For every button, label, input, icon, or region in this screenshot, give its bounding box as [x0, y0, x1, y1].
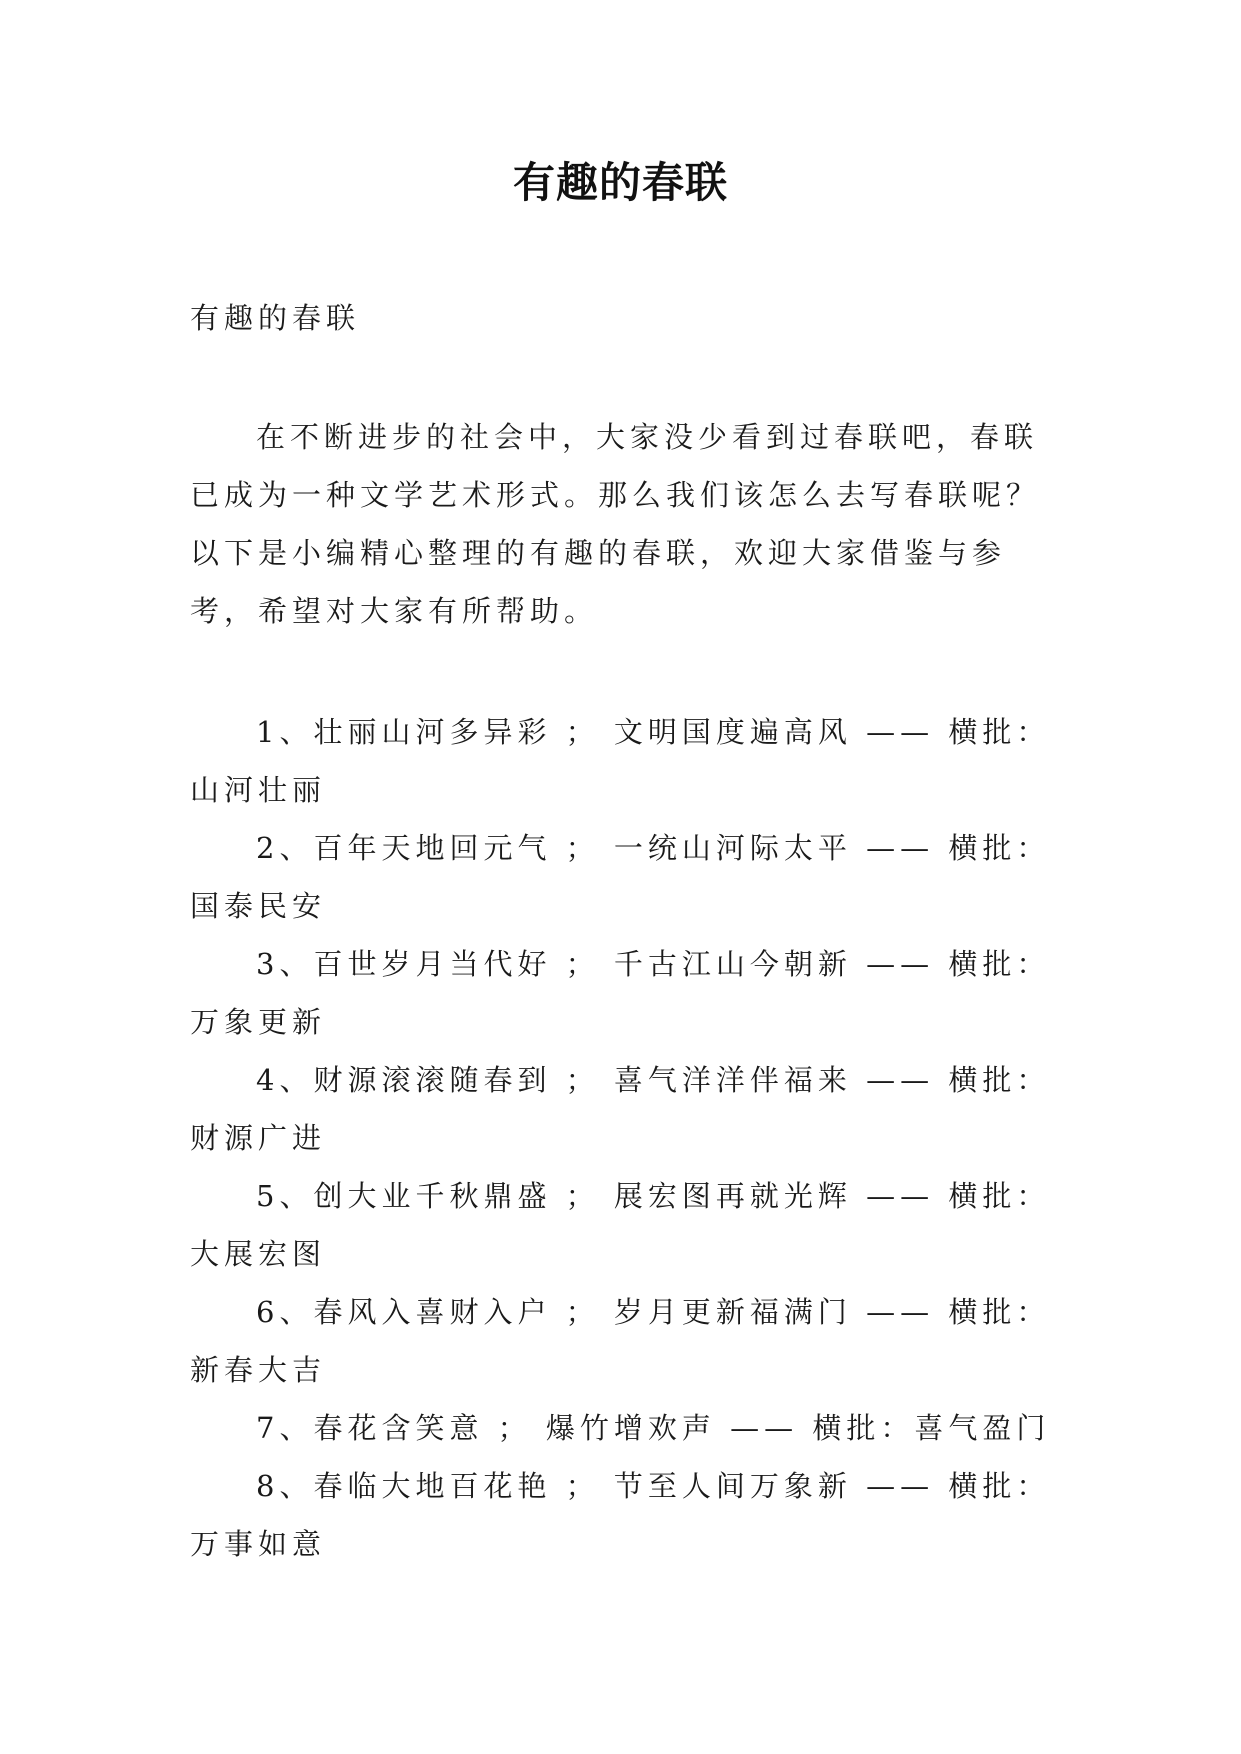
couplet-item: 7、春花含笑意 ； 爆竹增欢声 —— 横批：喜气盈门 [256, 1411, 1051, 1445]
couplet-item: 6、春风入喜财入户 ； 岁月更新福满门 —— 横批：新春大吉 [190, 1295, 1051, 1387]
couplet-item: 8、春临大地百花艳 ； 节至人间万象新 —— 横批：万事如意 [190, 1469, 1051, 1561]
couplet-item: 3、百世岁月当代好 ； 千古江山今朝新 —— 横批：万象更新 [190, 947, 1051, 1039]
couplet-list [190, 703, 1060, 1573]
couplet-item: 2、百年天地回元气 ； 一统山河际太平 —— 横批：国泰民安 [190, 831, 1051, 923]
couplet-item: 1、壮丽山河多异彩 ； 文明国度遍高风 —— 横批：山河壮丽 [190, 715, 1051, 807]
document-title: 有趣的春联 [512, 158, 728, 207]
couplet-item: 4、财源滚滚随春到 ； 喜气洋洋伴福来 —— 横批：财源广进 [190, 1063, 1051, 1155]
intro-paragraph: 在不断进步的社会中，大家没少看到过春联吧，春联已成为一种文学艺术形式。那么我们该怎么去写春联呢？以下是小编精心整理的有趣的春联，欢迎大家借鉴与参考，希望对大家有所帮助。 [190, 420, 1041, 628]
document-subtitle: 有趣的春联 [190, 301, 361, 335]
couplet-item: 5、创大业千秋鼎盛 ； 展宏图再就光辉 —— 横批：大展宏图 [190, 1179, 1051, 1271]
